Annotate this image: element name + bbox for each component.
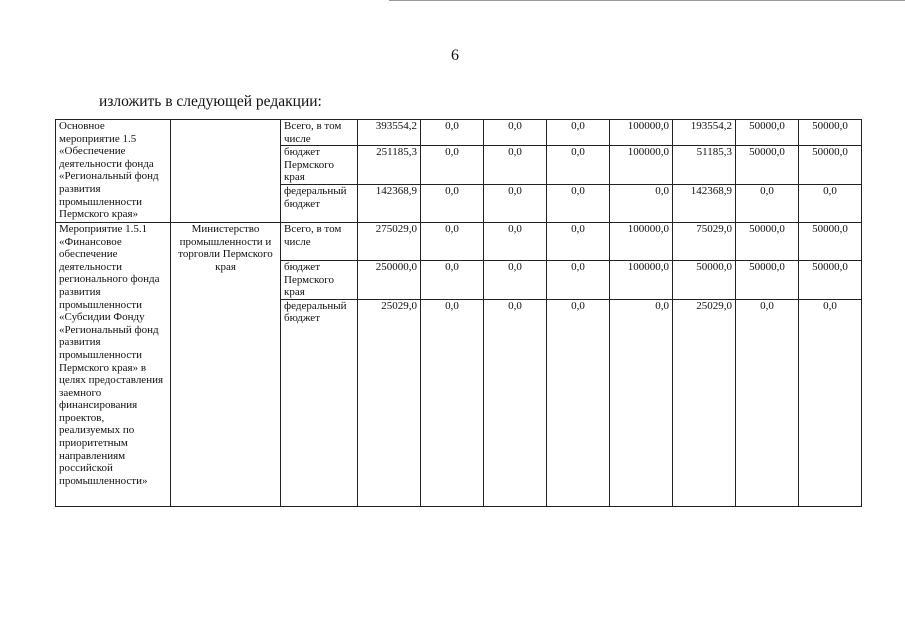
value-cell: 50000,0 bbox=[799, 222, 862, 260]
value-cell: 100000,0 bbox=[610, 146, 673, 185]
value-cell: 0,0 bbox=[736, 184, 799, 222]
value-cell: 0,0 bbox=[484, 222, 547, 260]
value-cell: 0,0 bbox=[484, 120, 547, 146]
measure-description: Мероприятие 1.5.1 «Финансовое обеспечение деятельности регионального фонда развития промышленности «Субсидии Фонду «Региональный фонд развития промышленности Пермского края» в целях предоставления заемного финансирования проектов, реализуемых по приоритетным направлениям российской промышленности» bbox=[56, 222, 171, 506]
value-cell: 100000,0 bbox=[610, 260, 673, 299]
executor-cell bbox=[171, 120, 281, 223]
value-cell: 0,0 bbox=[421, 146, 484, 185]
funding-source: федеральный бюджет bbox=[281, 299, 358, 506]
value-cell: 51185,3 bbox=[673, 146, 736, 185]
value-cell: 0,0 bbox=[484, 260, 547, 299]
value-cell: 0,0 bbox=[484, 299, 547, 506]
value-cell: 25029,0 bbox=[358, 299, 421, 506]
value-cell: 142368,9 bbox=[358, 184, 421, 222]
value-cell: 0,0 bbox=[421, 299, 484, 506]
value-cell: 142368,9 bbox=[673, 184, 736, 222]
value-cell: 0,0 bbox=[484, 184, 547, 222]
value-cell: 75029,0 bbox=[673, 222, 736, 260]
funding-source: бюджет Пермского края bbox=[281, 146, 358, 185]
value-cell: 0,0 bbox=[547, 222, 610, 260]
value-cell: 0,0 bbox=[484, 146, 547, 185]
value-cell: 50000,0 bbox=[736, 222, 799, 260]
value-cell: 0,0 bbox=[547, 299, 610, 506]
value-cell: 0,0 bbox=[736, 299, 799, 506]
value-cell: 50000,0 bbox=[799, 146, 862, 185]
value-cell: 50000,0 bbox=[673, 260, 736, 299]
value-cell: 0,0 bbox=[610, 184, 673, 222]
funding-source: Всего, в том числе bbox=[281, 222, 358, 260]
value-cell: 50000,0 bbox=[799, 120, 862, 146]
value-cell: 251185,3 bbox=[358, 146, 421, 185]
value-cell: 0,0 bbox=[799, 184, 862, 222]
value-cell: 50000,0 bbox=[799, 260, 862, 299]
funding-source: бюджет Пермского края bbox=[281, 260, 358, 299]
value-cell: 0,0 bbox=[610, 299, 673, 506]
executor-cell: Министерство промышленности и торговли Пермского края bbox=[171, 222, 281, 506]
measure-description: Основное мероприятие 1.5 «Обеспечение деятельности фонда «Региональный фонд развития промышленности Пермского края» bbox=[56, 120, 171, 223]
value-cell: 100000,0 bbox=[610, 222, 673, 260]
value-cell: 50000,0 bbox=[736, 120, 799, 146]
funding-source: федеральный бюджет bbox=[281, 184, 358, 222]
value-cell: 193554,2 bbox=[673, 120, 736, 146]
value-cell: 0,0 bbox=[547, 120, 610, 146]
value-cell: 0,0 bbox=[547, 146, 610, 185]
value-cell: 250000,0 bbox=[358, 260, 421, 299]
funding-source: Всего, в том числе bbox=[281, 120, 358, 146]
value-cell: 100000,0 bbox=[610, 120, 673, 146]
budget-table bbox=[55, 119, 862, 507]
value-cell: 25029,0 bbox=[673, 299, 736, 506]
value-cell: 0,0 bbox=[799, 299, 862, 506]
value-cell: 50000,0 bbox=[736, 146, 799, 185]
page-number: 6 bbox=[451, 47, 459, 64]
value-cell: 0,0 bbox=[547, 260, 610, 299]
top-edge-line bbox=[389, 0, 905, 1]
value-cell: 0,0 bbox=[421, 184, 484, 222]
value-cell: 50000,0 bbox=[736, 260, 799, 299]
table-row bbox=[56, 222, 862, 260]
value-cell: 0,0 bbox=[547, 184, 610, 222]
table-row bbox=[56, 120, 862, 146]
value-cell: 393554,2 bbox=[358, 120, 421, 146]
value-cell: 275029,0 bbox=[358, 222, 421, 260]
value-cell: 0,0 bbox=[421, 222, 484, 260]
intro-text: изложить в следующей редакции: bbox=[99, 93, 322, 110]
value-cell: 0,0 bbox=[421, 260, 484, 299]
value-cell: 0,0 bbox=[421, 120, 484, 146]
